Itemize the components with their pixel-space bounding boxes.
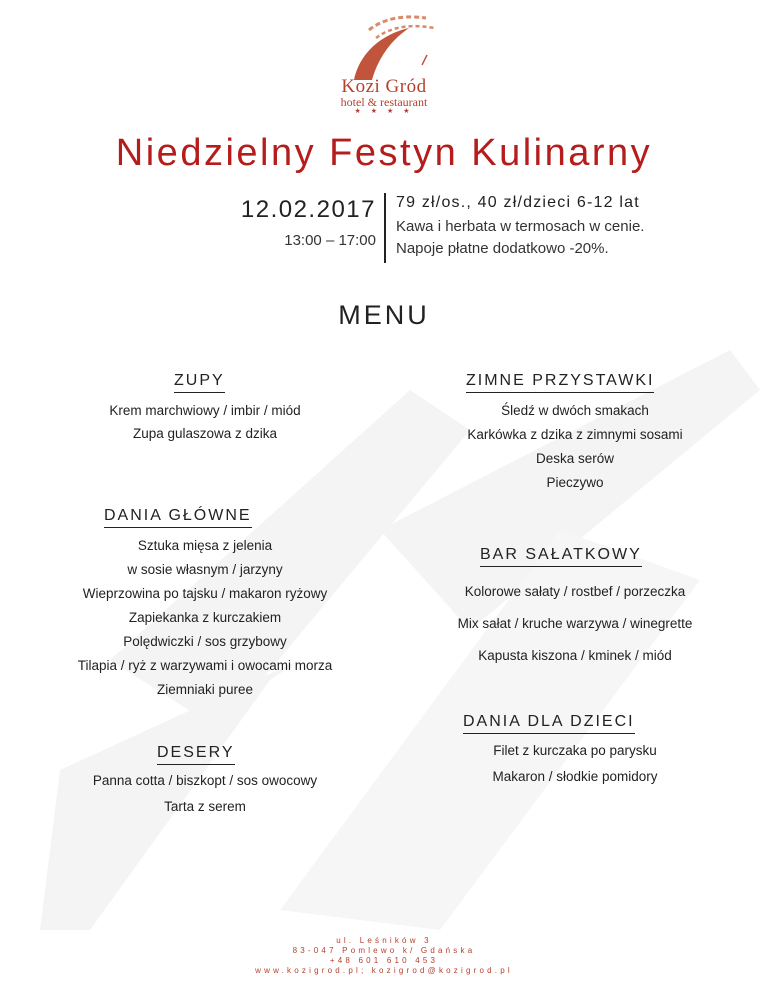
menu-item: w sosie własnym / jarzyny	[127, 562, 283, 577]
menu-item: Kolorowe sałaty / rostbef / porzeczka	[464, 584, 686, 599]
section-title-desery: DESERY	[157, 744, 235, 761]
section-title-bar-salatkowy: BAR SAŁATKOWY	[480, 546, 642, 563]
menu-item: Makaron / słodkie pomidory	[492, 769, 658, 784]
menu-item: Pieczywo	[546, 475, 604, 490]
brand-subtitle: hotel & restaurant	[340, 95, 428, 109]
menu-item: Śledź w dwóch smakach	[501, 403, 649, 418]
section-dania-dla-dzieci	[410, 743, 740, 795]
event-title: Niedzielny Festyn Kulinarny	[115, 132, 653, 174]
section-zimne-przystawki	[410, 403, 740, 499]
menu-item: Panna cotta / biszkopt / sos owocowy	[92, 773, 318, 788]
menu-item: Sztuka mięsa z jelenia	[137, 538, 273, 553]
section-title-dania-dla-dzieci: DANIA DLA DZIECI	[463, 713, 635, 730]
menu-item: Mix sałat / kruche warzywa / winegrette	[457, 616, 693, 631]
section-title-zimne-przystawki: ZIMNE PRZYSTAWKI	[466, 372, 655, 389]
menu-item: Zapiekanka z kurczakiem	[128, 610, 282, 625]
footer-address: ul. Leśników 3	[336, 936, 432, 945]
menu-item: Filet z kurczaka po parysku	[493, 743, 657, 758]
event-price: 79 zł/os., 40 zł/dzieci 6-12 lat	[396, 194, 640, 211]
section-zupy	[40, 403, 370, 449]
brand-name: Kozi Gród	[341, 76, 427, 97]
menu-item: Kapusta kiszona / kminek / miód	[478, 648, 672, 663]
section-bar-salatkowy	[410, 584, 740, 680]
menu-heading: MENU	[338, 300, 430, 330]
menu-item: Tilapia / ryż z warzywami i owocami morza	[77, 658, 333, 673]
section-dania-glowne	[30, 538, 380, 706]
footer-city: 83-047 Pomlewo k/ Gdańska	[292, 946, 476, 955]
footer-contact[interactable]: www.kozigrod.pl; kozigrod@kozigrod.pl	[255, 966, 513, 975]
menu-item: Wieprzowina po tajsku / makaron ryżowy	[82, 586, 328, 601]
brand-logo-icon	[334, 10, 444, 85]
info-divider	[384, 193, 386, 263]
menu-item: Deska serów	[535, 451, 615, 466]
footer-phone: +48 601 610 453	[329, 956, 439, 965]
event-note-extra: Napoje płatne dodatkowo -20%.	[396, 240, 609, 257]
menu-item: Tarta z serem	[164, 799, 246, 814]
event-date: 12.02.2017	[240, 196, 376, 223]
menu-item: Karkówka z dzika z zimnymi sosami	[467, 427, 683, 442]
menu-item: Polędwiczki / sos grzybowy	[123, 634, 287, 649]
brand-stars: ★ ★ ★ ★	[354, 108, 414, 115]
section-title-zupy: ZUPY	[174, 372, 225, 389]
menu-item: Ziemniaki puree	[156, 682, 254, 697]
menu-item: Krem marchwiowy / imbir / miód	[109, 403, 301, 418]
event-note-drinks: Kawa i herbata w termosach w cenie.	[396, 218, 645, 235]
section-desery	[30, 773, 380, 825]
event-time: 13:00 – 17:00	[284, 232, 376, 249]
menu-item: Zupa gulaszowa z dzika	[132, 426, 278, 441]
section-title-dania-glowne: DANIA GŁÓWNE	[104, 507, 252, 524]
